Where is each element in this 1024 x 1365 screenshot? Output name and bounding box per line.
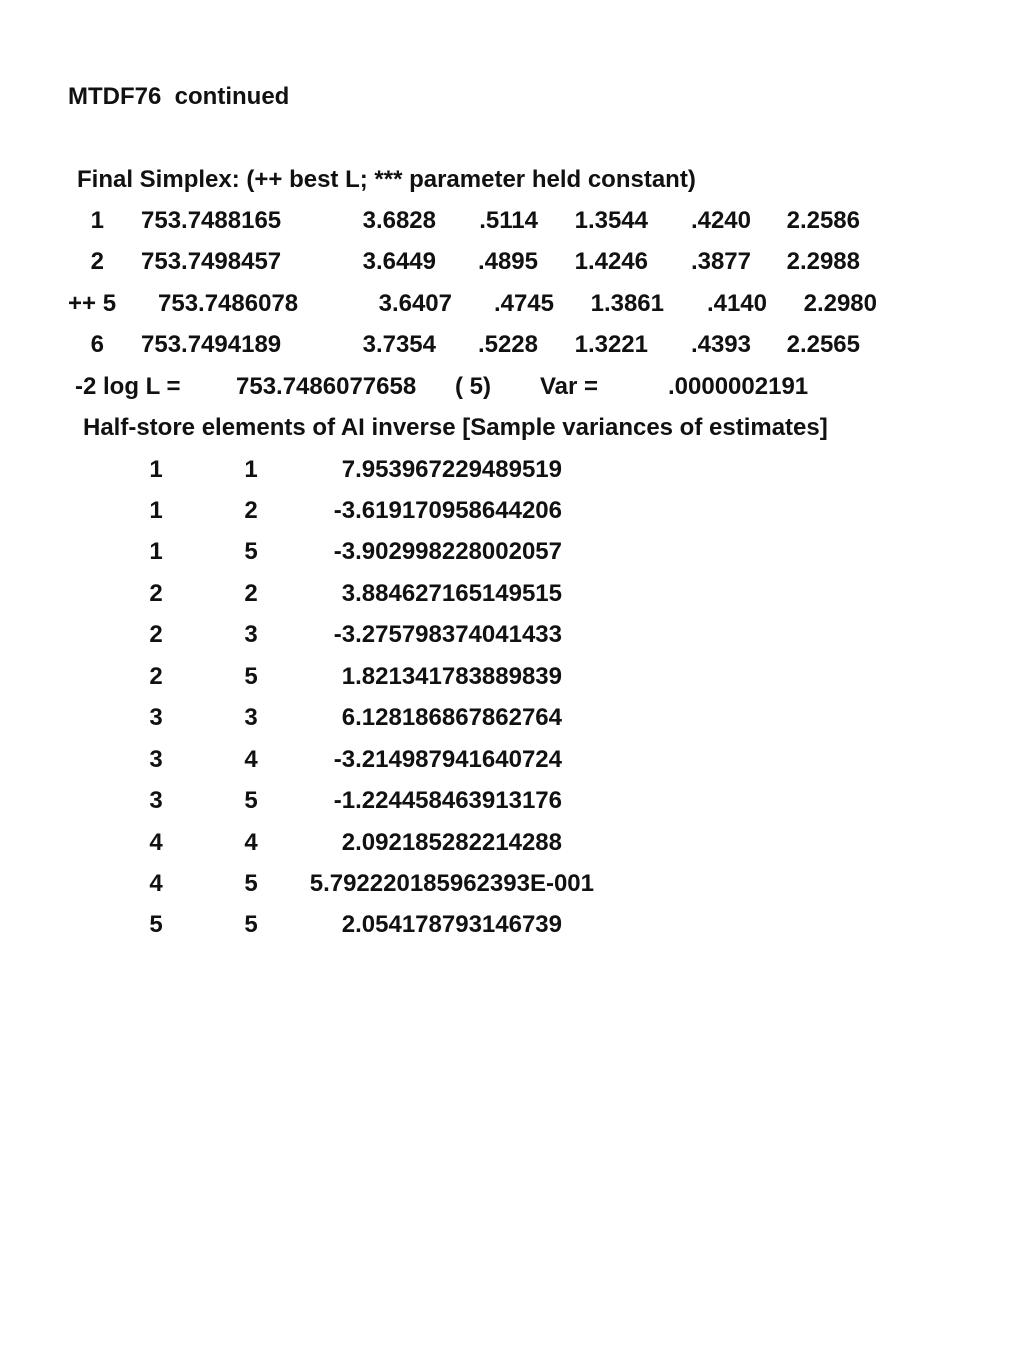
ai-row-i: 1: [149, 538, 163, 565]
ai-row-i: 3: [149, 704, 163, 731]
variance-value: .0000002191: [668, 373, 809, 400]
simplex-param: .5228: [477, 331, 538, 358]
simplex-param: .3877: [690, 248, 751, 275]
simplex-param: 1.4246: [574, 248, 648, 275]
ai-row-value: -3.619170958644206: [333, 497, 562, 524]
ai-row-value: 2.092185282214288: [341, 829, 562, 856]
simplex-param: .4895: [477, 248, 538, 275]
simplex-row-id: 1: [90, 207, 104, 234]
ai-row-i: 1: [149, 497, 163, 524]
ai-row-value: 7.953967229489519: [341, 456, 562, 483]
loglik-iteration: ( 5): [455, 373, 491, 400]
simplex-param: 1.3544: [574, 207, 648, 234]
ai-row-i: 4: [149, 870, 163, 897]
ai-row-j: 5: [244, 663, 258, 690]
loglik-value: 753.7486077658: [236, 373, 417, 400]
simplex-param: .4393: [690, 331, 751, 358]
ai-row-value: 5.792220185962393E-001: [309, 870, 594, 897]
simplex-param: .4745: [493, 290, 554, 317]
ai-row-j: 5: [244, 787, 258, 814]
simplex-row-id: ++ 5: [68, 290, 117, 317]
simplex-param: .5114: [479, 207, 538, 234]
ai-row-i: 3: [149, 746, 163, 773]
ai-row-value: 1.821341783889839: [341, 663, 562, 690]
simplex-param: 2.2980: [803, 290, 877, 317]
ai-row-j: 3: [244, 621, 258, 648]
ai-row-i: 4: [149, 829, 163, 856]
simplex-param: .4240: [690, 207, 751, 234]
simplex-param: 1.3861: [590, 290, 664, 317]
ai-row-j: 5: [244, 538, 258, 565]
simplex-row-L: 753.7488165: [141, 207, 282, 234]
ai-row-j: 4: [244, 746, 258, 773]
simplex-param: 3.6449: [362, 248, 436, 275]
ai-row-i: 1: [149, 456, 163, 483]
simplex-param: 2.2565: [786, 331, 860, 358]
ai-row-i: 3: [149, 787, 163, 814]
ai-inverse-title: Half-store elements of AI inverse [Sample variances of estimates]: [83, 414, 828, 441]
simplex-row-id: 6: [90, 331, 104, 358]
ai-row-j: 5: [244, 911, 258, 938]
simplex-row-id: 2: [90, 248, 104, 275]
simplex-row-L: 753.7498457: [141, 248, 282, 275]
simplex-param: .4140: [706, 290, 767, 317]
ai-row-j: 4: [244, 829, 258, 856]
simplex-param: 1.3221: [574, 331, 648, 358]
simplex-title: Final Simplex: (++ best L; *** parameter held constant): [77, 166, 696, 193]
ai-row-value: 2.054178793146739: [341, 911, 562, 938]
ai-row-value: -3.214987941640724: [333, 746, 562, 773]
ai-row-value: -1.224458463913176: [333, 787, 562, 814]
loglik-label: -2 log L =: [75, 373, 181, 400]
simplex-param: 2.2586: [786, 207, 860, 234]
simplex-row-L: 753.7486078: [158, 290, 299, 317]
ai-row-j: 5: [244, 870, 258, 897]
ai-row-j: 2: [244, 497, 258, 524]
simplex-param: 3.7354: [362, 331, 436, 358]
ai-row-i: 5: [149, 911, 163, 938]
simplex-param: 2.2988: [786, 248, 860, 275]
ai-row-value: 3.884627165149515: [341, 580, 562, 607]
ai-row-i: 2: [149, 621, 163, 648]
page-title: MTDF76 continued: [68, 83, 290, 110]
ai-row-value: -3.902998228002057: [333, 538, 562, 565]
ai-row-i: 2: [149, 663, 163, 690]
ai-row-j: 1: [244, 456, 258, 483]
ai-row-i: 2: [149, 580, 163, 607]
simplex-row-L: 753.7494189: [141, 331, 282, 358]
ai-row-j: 3: [244, 704, 258, 731]
ai-row-value: 6.128186867862764: [341, 704, 562, 731]
variance-label: Var =: [540, 373, 599, 400]
simplex-param: 3.6828: [362, 207, 436, 234]
simplex-param: 3.6407: [378, 290, 452, 317]
ai-row-j: 2: [244, 580, 258, 607]
ai-row-value: -3.275798374041433: [333, 621, 562, 648]
